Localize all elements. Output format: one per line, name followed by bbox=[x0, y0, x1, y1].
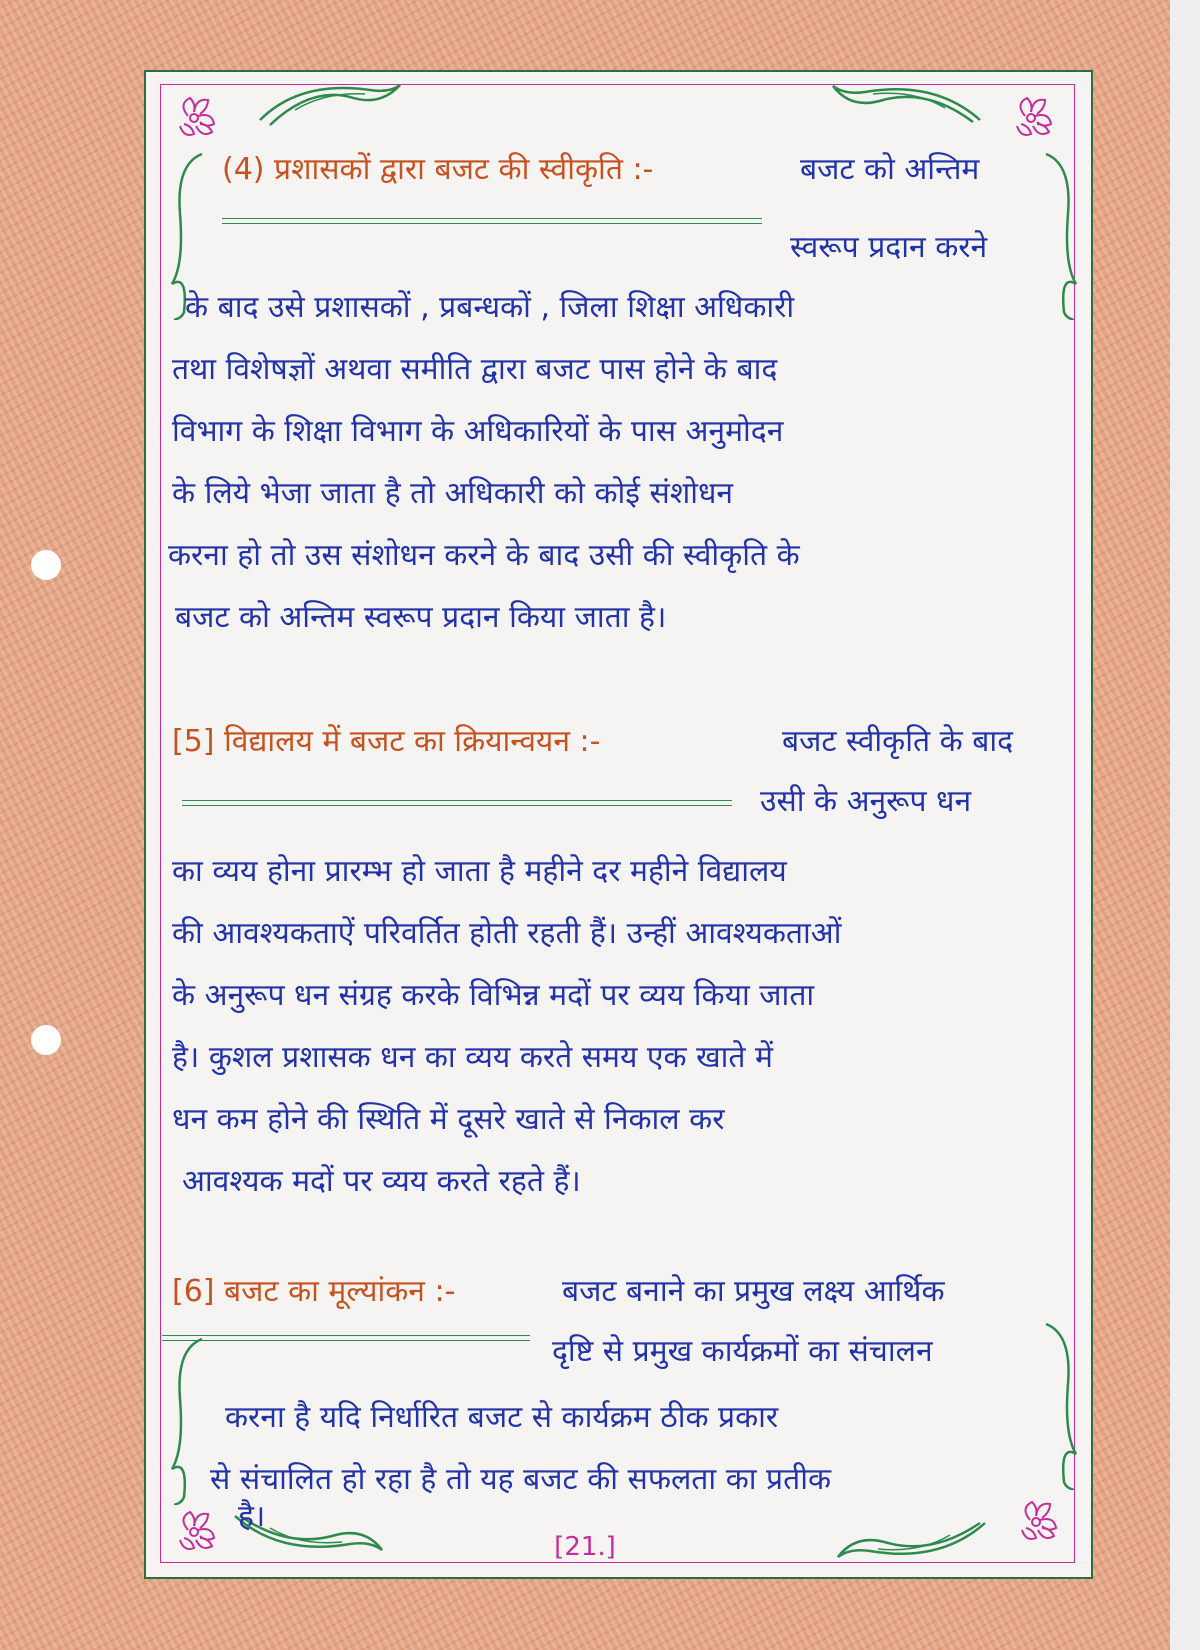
section-4-line: के बाद उसे प्रशासकों , प्रबन्धकों , जिला शिक्षा अधिकारी bbox=[185, 290, 795, 325]
section-5-heading-rule bbox=[182, 800, 732, 806]
section-5-line: है। कुशल प्रशासक धन का व्यय करते समय एक खाते में bbox=[172, 1040, 773, 1075]
section-6-line: दृष्टि से प्रमुख कार्यक्रमों का संचालन bbox=[552, 1334, 933, 1369]
section-6-line: है। bbox=[238, 1499, 266, 1534]
section-4-line: विभाग के शिक्षा विभाग के अधिकारियों के पास अनुमोदन bbox=[172, 414, 784, 449]
section-5-heading: [5] विद्यालय में बजट का क्रियान्वयन :- bbox=[172, 724, 601, 759]
section-4-heading: (4) प्रशासकों द्वारा बजट की स्वीकृति :- bbox=[222, 152, 654, 187]
section-5-line: के अनुरूप धन संग्रह करके विभिन्न मदों पर व्यय किया जाता bbox=[172, 978, 815, 1013]
section-6-line: से संचालित हो रहा है तो यह बजट की सफलता का प्रतीक bbox=[210, 1462, 832, 1497]
section-4-line: तथा विशेषज्ञों अथवा समीति द्वारा बजट पास होने के बाद bbox=[172, 352, 778, 387]
section-4-heading-rule bbox=[222, 218, 762, 224]
section-5-line: का व्यय होना प्रारम्भ हो जाता है महीने दर महीने विद्यालय bbox=[172, 854, 787, 889]
section-5-line: उसी के अनुरूप धन bbox=[760, 784, 972, 819]
section-5-line: आवश्यक मदों पर व्यय करते रहते हैं। bbox=[182, 1164, 581, 1199]
section-6-line: करना है यदि निर्धारित बजट से कार्यक्रम ठीक प्रकार bbox=[225, 1400, 779, 1435]
section-6-heading: [6] बजट का मूल्यांकन :- bbox=[172, 1274, 456, 1309]
section-4-line: करना हो तो उस संशोधन करने के बाद उसी की स्वीकृति के bbox=[168, 538, 800, 573]
section-4-line: बजट को अन्तिम स्वरूप प्रदान किया जाता है। bbox=[175, 600, 667, 635]
section-6-heading-rule bbox=[162, 1335, 530, 1341]
section-5-line: धन कम होने की स्थिति में दूसरे खाते से निकाल कर bbox=[172, 1102, 725, 1137]
section-4-line: के लिये भेजा जाता है तो अधिकारी को कोई संशोधन bbox=[172, 476, 734, 511]
section-6-line: बजट बनाने का प्रमुख लक्ष्य आर्थिक bbox=[562, 1274, 945, 1309]
section-5-line: बजट स्वीकृति के बाद bbox=[782, 724, 1014, 759]
page-number: [21.] bbox=[554, 1532, 616, 1562]
section-5-line: की आवश्यकताऐं परिवर्तित होती रहती हैं। उन्हीं आवश्यकताओं bbox=[172, 916, 842, 951]
section-4-line: स्वरूप प्रदान करने bbox=[790, 230, 988, 265]
section-4-line: बजट को अन्तिम bbox=[800, 152, 980, 187]
